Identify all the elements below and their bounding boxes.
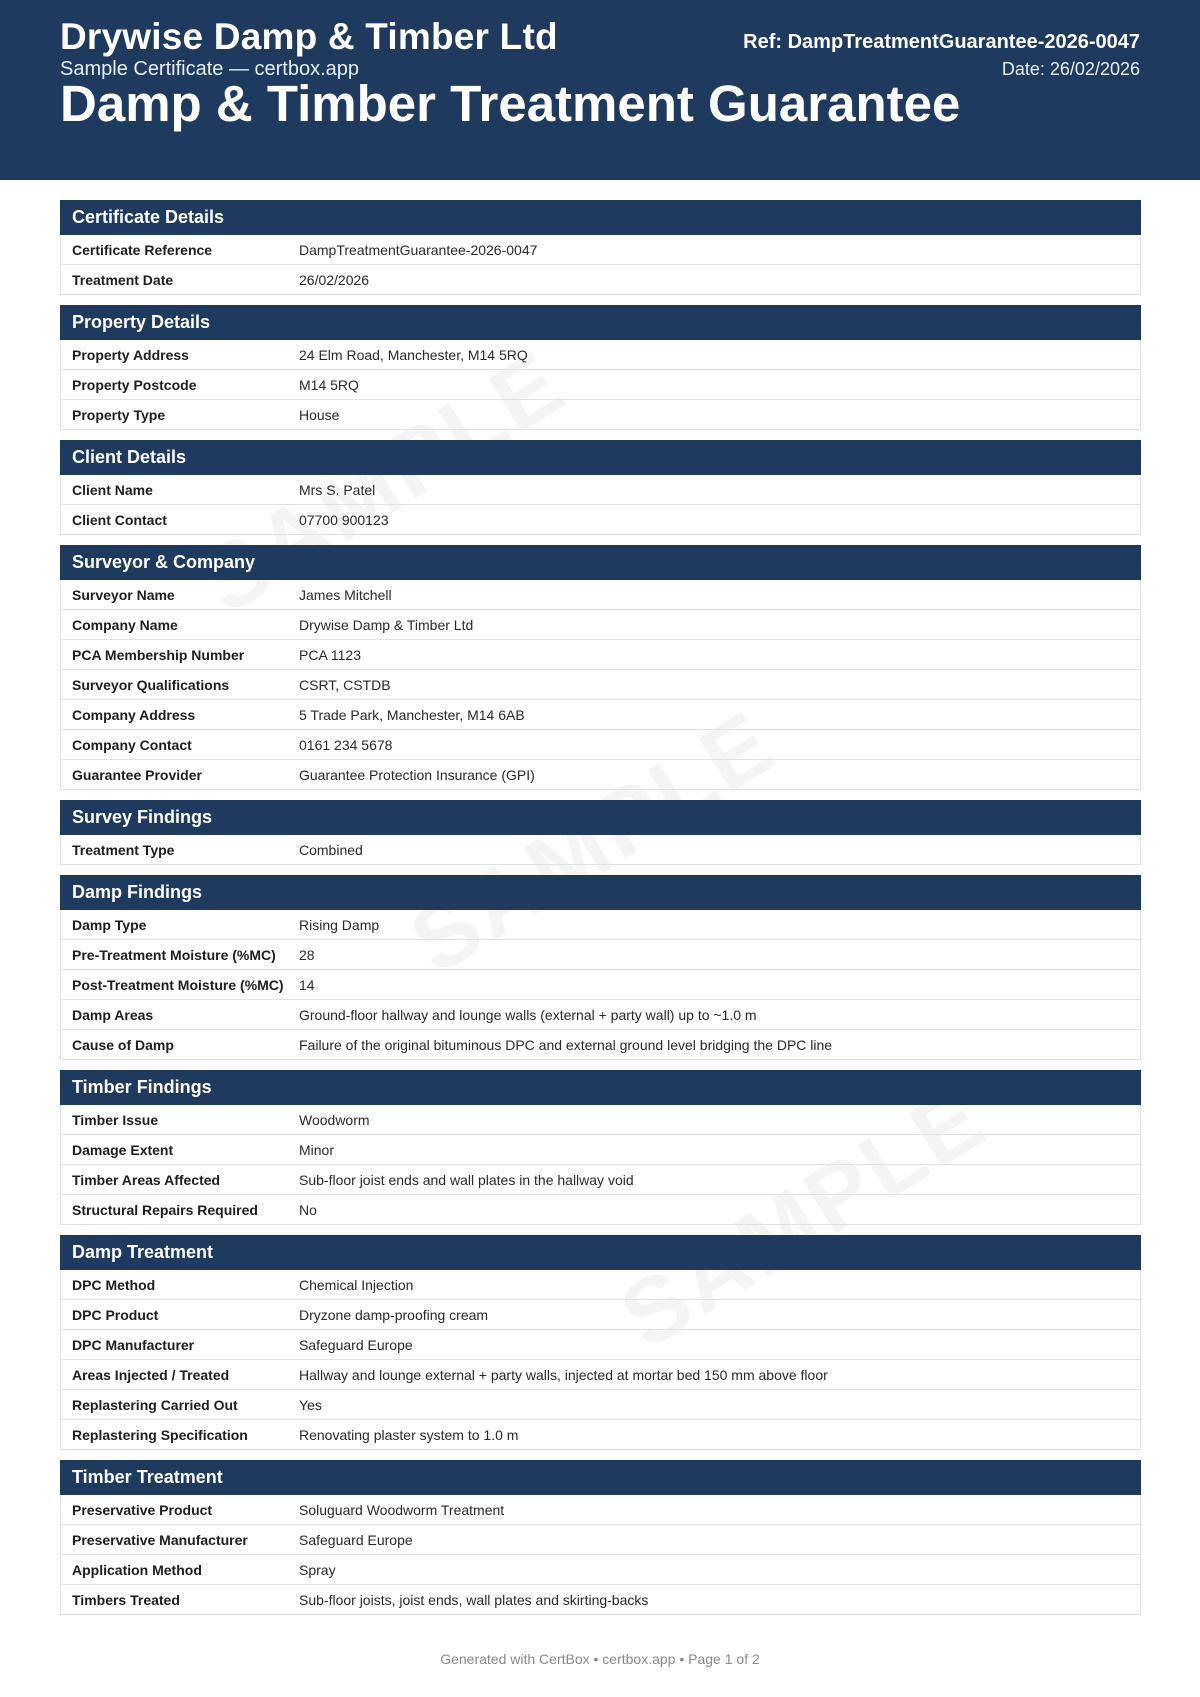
certificate-body xyxy=(60,200,1141,1625)
detail-row xyxy=(60,1105,1141,1135)
detail-row xyxy=(60,760,1141,790)
detail-row xyxy=(60,1270,1141,1300)
field-value: Hallway and lounge external + party walls, injected at mortar bed 150 mm above floor xyxy=(299,1366,828,1383)
section-client-details xyxy=(60,440,1141,535)
detail-row xyxy=(60,1135,1141,1165)
detail-row xyxy=(60,1420,1141,1450)
page-footer: Generated with CertBox • certbox.app • Page 1 of 2 xyxy=(440,1651,760,1667)
field-label: Company Contact xyxy=(72,736,192,753)
detail-row xyxy=(60,340,1141,370)
detail-row xyxy=(60,910,1141,940)
detail-row xyxy=(60,1555,1141,1585)
section-heading: Timber Findings xyxy=(60,1070,1141,1105)
section-heading: Client Details xyxy=(60,440,1141,475)
field-label: DPC Product xyxy=(72,1306,159,1323)
detail-row xyxy=(60,1300,1141,1330)
field-label: DPC Method xyxy=(72,1276,156,1293)
field-value: 24 Elm Road, Manchester, M14 5RQ xyxy=(299,346,528,363)
field-value: Rising Damp xyxy=(299,916,380,933)
field-label: Property Address xyxy=(72,346,189,363)
field-label: Application Method xyxy=(72,1561,202,1578)
detail-row xyxy=(60,640,1141,670)
detail-row xyxy=(60,730,1141,760)
field-label: Company Name xyxy=(72,616,178,633)
field-label: Company Address xyxy=(72,706,196,723)
field-label: Post-Treatment Moisture (%MC) xyxy=(72,976,284,993)
field-value: 0161 234 5678 xyxy=(299,736,393,753)
field-label: Surveyor Qualifications xyxy=(72,676,230,693)
detail-row xyxy=(60,835,1141,865)
field-value: 5 Trade Park, Manchester, M14 6AB xyxy=(299,706,525,723)
field-label: Client Name xyxy=(72,481,153,498)
field-value: Sub-floor joist ends and wall plates in the hallway void xyxy=(299,1171,634,1188)
field-value: Drywise Damp & Timber Ltd xyxy=(299,616,474,633)
detail-row xyxy=(60,1330,1141,1360)
field-value: Chemical Injection xyxy=(299,1276,414,1293)
field-label: PCA Membership Number xyxy=(72,646,245,663)
section-heading: Timber Treatment xyxy=(60,1460,1141,1495)
section-heading: Survey Findings xyxy=(60,800,1141,835)
page-title: Damp & Timber Treatment Guarantee xyxy=(60,75,961,132)
field-label: Certificate Reference xyxy=(72,241,213,258)
field-label: Damage Extent xyxy=(72,1141,174,1158)
field-value: Safeguard Europe xyxy=(299,1336,413,1353)
field-value: DampTreatmentGuarantee-2026-0047 xyxy=(299,241,538,258)
detail-row xyxy=(60,1000,1141,1030)
field-label: Surveyor Name xyxy=(72,586,175,603)
certificate-date: Date: 26/02/2026 xyxy=(1001,59,1140,79)
detail-row xyxy=(60,265,1141,295)
field-label: Property Postcode xyxy=(72,376,197,393)
field-label: Cause of Damp xyxy=(72,1036,174,1053)
detail-row xyxy=(60,1390,1141,1420)
field-label: Preservative Product xyxy=(72,1501,213,1518)
detail-row xyxy=(60,1165,1141,1195)
field-label: Damp Type xyxy=(72,916,147,933)
section-damp-findings xyxy=(60,875,1141,1060)
field-label: Damp Areas xyxy=(72,1006,154,1023)
field-value: Sub-floor joists, joist ends, wall plates and skirting-backs xyxy=(299,1591,649,1608)
detail-row xyxy=(60,475,1141,505)
field-value: 14 xyxy=(299,976,315,993)
field-label: Client Contact xyxy=(72,511,167,528)
field-value: Minor xyxy=(299,1141,335,1158)
section-heading: Damp Treatment xyxy=(60,1235,1141,1270)
field-value: Dryzone damp-proofing cream xyxy=(299,1306,489,1323)
field-value: 07700 900123 xyxy=(299,511,389,528)
section-timber-findings xyxy=(60,1070,1141,1225)
field-value: Safeguard Europe xyxy=(299,1531,413,1548)
field-value: Ground-floor hallway and lounge walls (external + party wall) up to ~1.0 m xyxy=(299,1006,757,1023)
field-value: CSRT, CSTDB xyxy=(299,676,391,693)
detail-row xyxy=(60,940,1141,970)
detail-row xyxy=(60,970,1141,1000)
field-value: No xyxy=(299,1201,317,1218)
field-label: Replastering Carried Out xyxy=(72,1396,238,1413)
section-heading: Certificate Details xyxy=(60,200,1141,235)
field-label: Preservative Manufacturer xyxy=(72,1531,248,1548)
section-damp-treatment xyxy=(60,1235,1141,1450)
detail-row xyxy=(60,670,1141,700)
detail-row xyxy=(60,700,1141,730)
section-survey-findings xyxy=(60,800,1141,865)
field-label: Replastering Specification xyxy=(72,1426,248,1443)
detail-row xyxy=(60,1525,1141,1555)
field-label: Structural Repairs Required xyxy=(72,1201,258,1218)
field-value: Failure of the original bituminous DPC and external ground level bridging the DPC line xyxy=(299,1036,833,1053)
detail-row xyxy=(60,1585,1141,1615)
field-value: Combined xyxy=(299,841,363,858)
field-label: Treatment Type xyxy=(72,841,175,858)
section-surveyor-company xyxy=(60,545,1141,790)
field-value: Renovating plaster system to 1.0 m xyxy=(299,1426,519,1443)
section-heading: Damp Findings xyxy=(60,875,1141,910)
field-label: Areas Injected / Treated xyxy=(72,1366,230,1383)
detail-row xyxy=(60,1030,1141,1060)
field-value: Woodworm xyxy=(299,1111,370,1128)
field-value: M14 5RQ xyxy=(299,376,359,393)
detail-row xyxy=(60,1495,1141,1525)
detail-row xyxy=(60,1360,1141,1390)
field-label: DPC Manufacturer xyxy=(72,1336,195,1353)
field-label: Timber Issue xyxy=(72,1111,159,1128)
detail-row xyxy=(60,610,1141,640)
detail-row xyxy=(60,370,1141,400)
field-label: Timber Areas Affected xyxy=(72,1171,221,1188)
detail-row xyxy=(60,505,1141,535)
field-value: Spray xyxy=(299,1561,336,1578)
field-value: 28 xyxy=(299,946,315,963)
field-label: Property Type xyxy=(72,406,166,423)
field-value: PCA 1123 xyxy=(299,646,362,663)
field-label: Guarantee Provider xyxy=(72,766,202,783)
section-timber-treatment xyxy=(60,1460,1141,1615)
field-label: Timbers Treated xyxy=(72,1591,180,1608)
detail-row xyxy=(60,1195,1141,1225)
field-label: Treatment Date xyxy=(72,271,174,288)
company-name: Drywise Damp & Timber Ltd xyxy=(60,16,558,57)
detail-row xyxy=(60,580,1141,610)
section-heading: Property Details xyxy=(60,305,1141,340)
sample-certificate-line: Sample Certificate — certbox.app xyxy=(60,58,360,80)
field-value: Mrs S. Patel xyxy=(299,481,376,498)
field-value: Guarantee Protection Insurance (GPI) xyxy=(299,766,535,783)
field-label: Pre-Treatment Moisture (%MC) xyxy=(72,946,276,963)
section-heading: Surveyor & Company xyxy=(60,545,1141,580)
certificate-header xyxy=(0,0,1200,180)
field-value: James Mitchell xyxy=(299,586,392,603)
detail-row xyxy=(60,400,1141,430)
certificate-ref: Ref: DampTreatmentGuarantee-2026-0047 xyxy=(743,31,1140,53)
field-value: House xyxy=(299,406,340,423)
section-certificate-details xyxy=(60,200,1141,295)
section-property-details xyxy=(60,305,1141,430)
detail-row xyxy=(60,235,1141,265)
field-value: Soluguard Woodworm Treatment xyxy=(299,1501,505,1518)
field-value: Yes xyxy=(299,1396,322,1413)
field-value: 26/02/2026 xyxy=(299,271,370,288)
